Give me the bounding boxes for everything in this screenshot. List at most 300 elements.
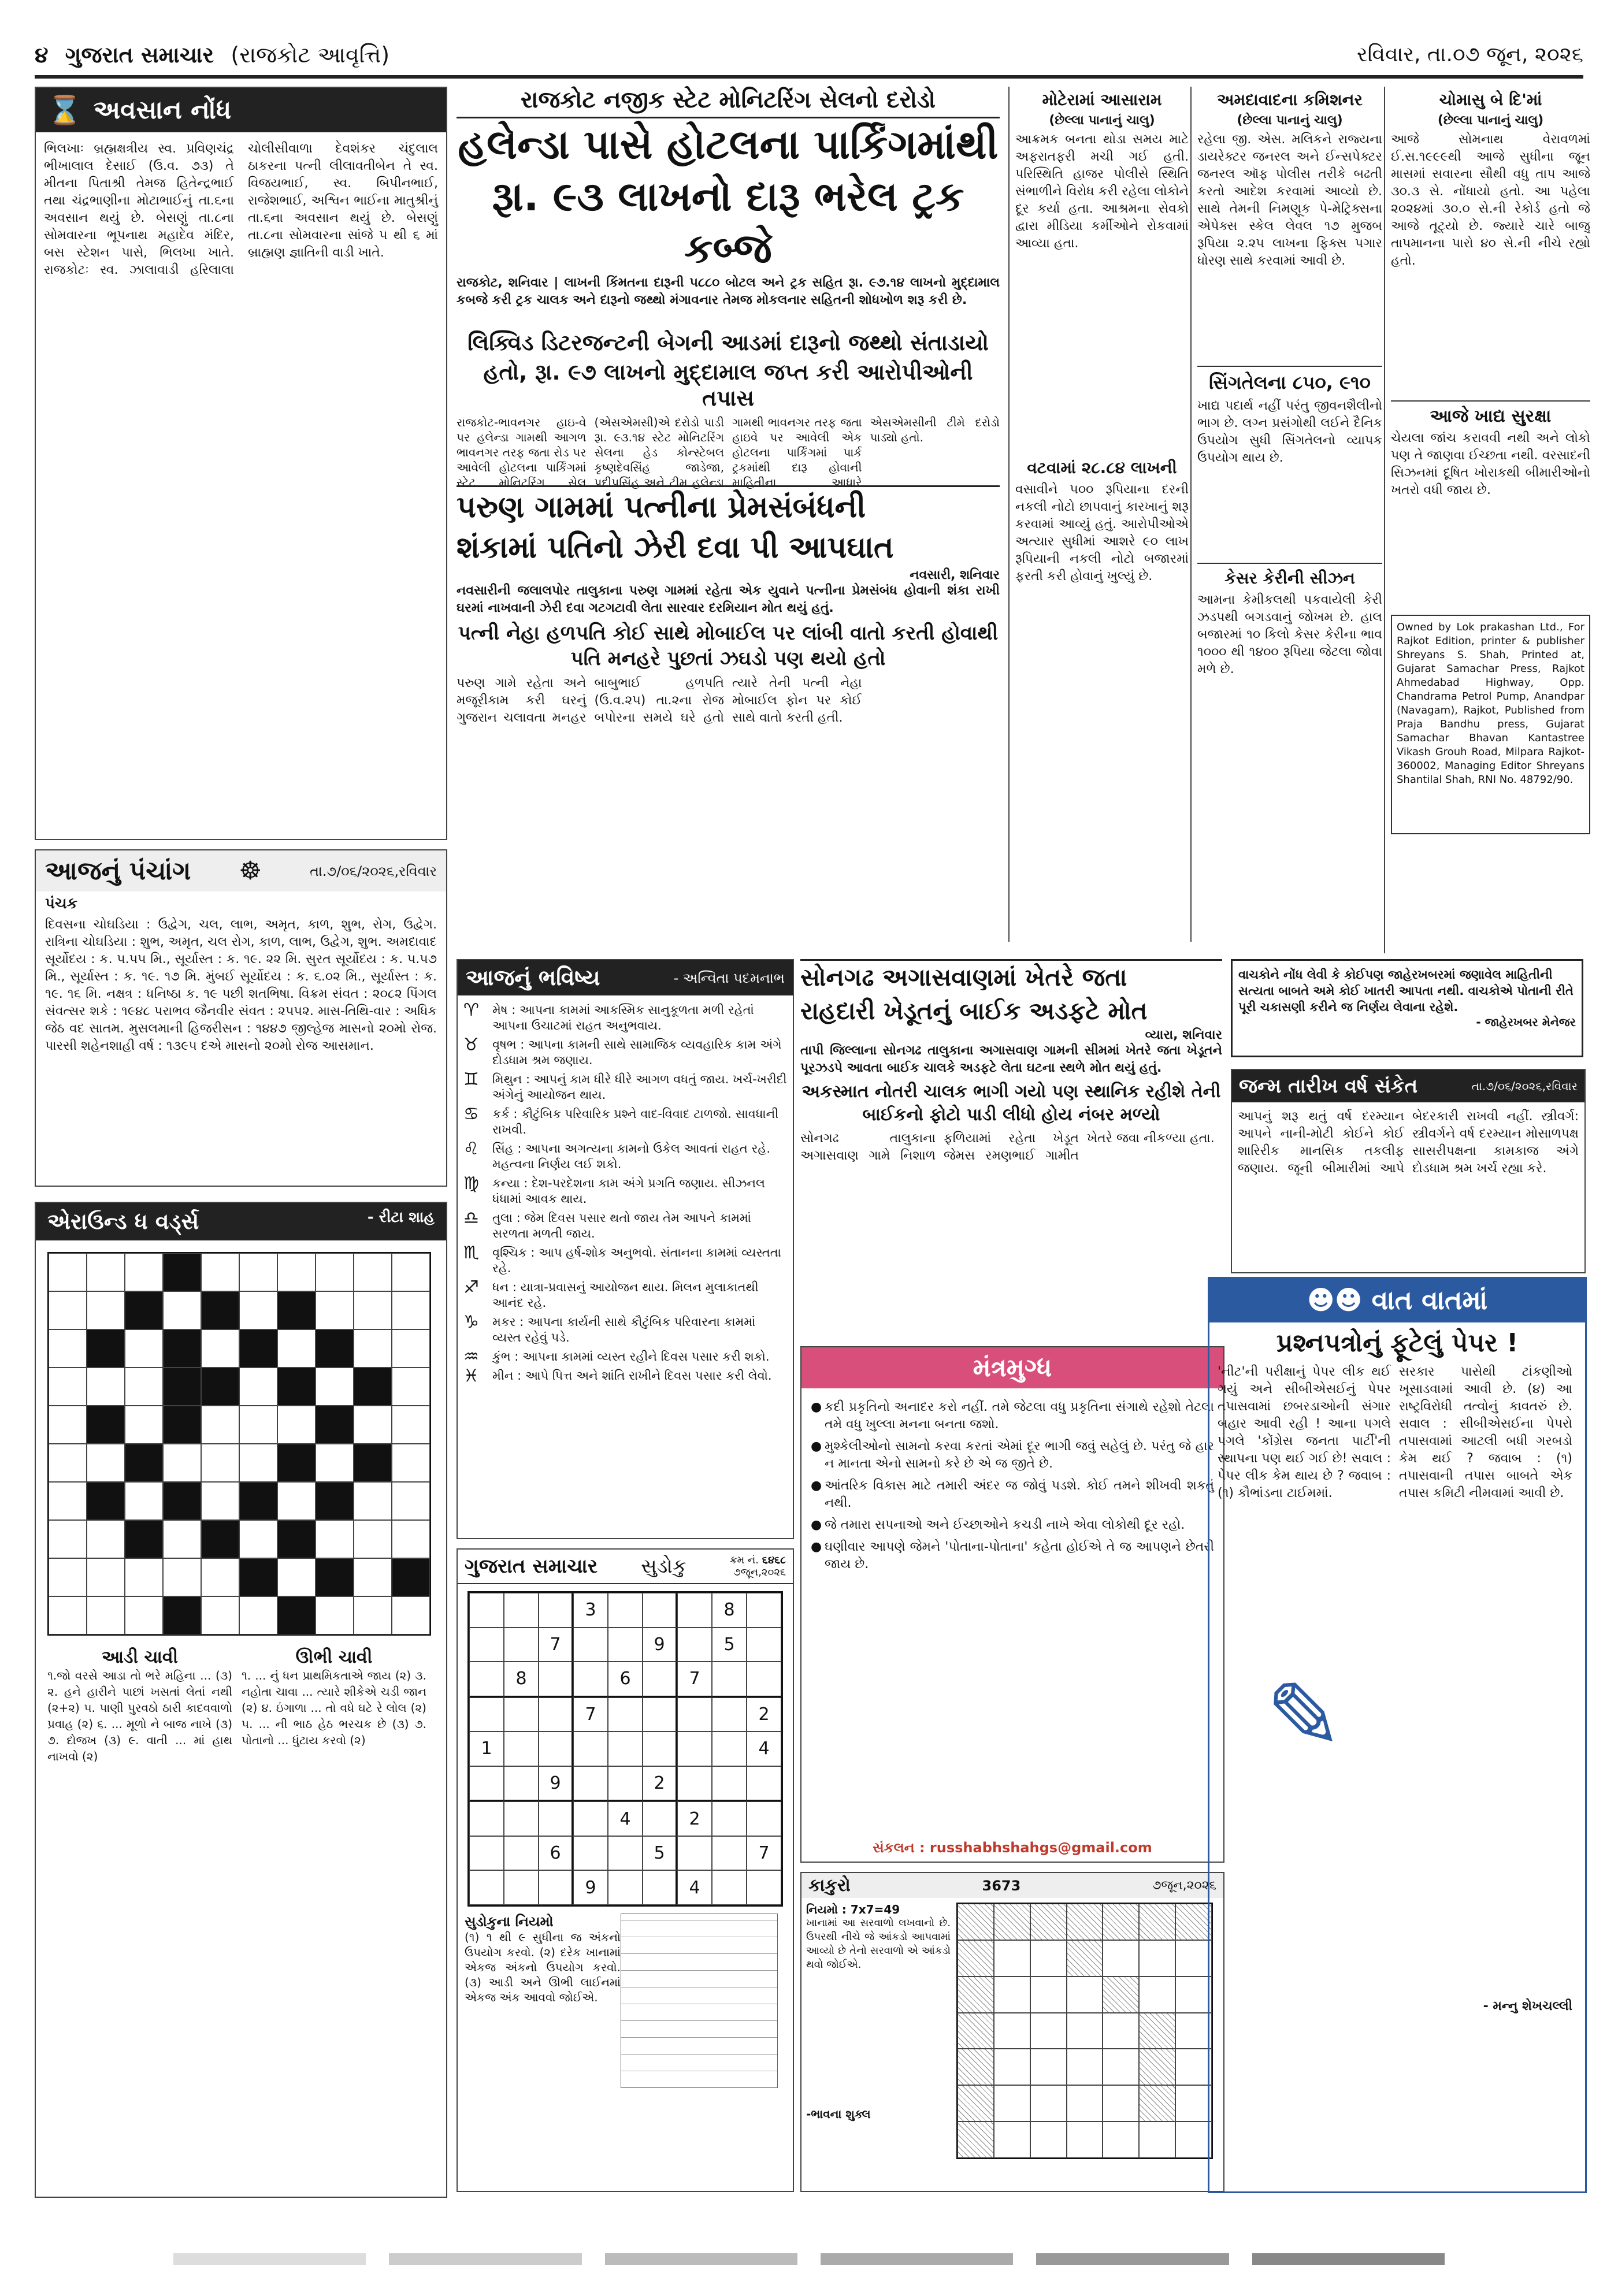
across-title: આડી ચાવી	[101, 1647, 179, 1667]
horoscope-item	[463, 1037, 787, 1068]
sudoku-cell[interactable]	[677, 1628, 712, 1662]
horoscope-text: ધન : યાત્રા-પ્રવાસનું આયોજન થાય. મિલન મુલાકાતથી આનંદ રહે.	[492, 1280, 759, 1310]
sudoku-cell[interactable]	[747, 1766, 781, 1802]
kakuro-cell[interactable]	[1030, 1940, 1067, 1977]
kakuro-cell[interactable]	[994, 1940, 1030, 1977]
sudoku-cell: 2	[643, 1766, 677, 1802]
crossword-cell	[277, 1444, 316, 1482]
horoscope-item	[463, 1106, 787, 1138]
kakuro-cell[interactable]	[1067, 2122, 1103, 2158]
lead-story	[457, 87, 1000, 489]
crossword-cell[interactable]	[392, 1406, 430, 1444]
crossword-cell[interactable]	[49, 1558, 87, 1596]
crossword-cell[interactable]	[354, 1329, 392, 1368]
crossword-cell	[125, 1444, 163, 1482]
panchang-text: દિવસના ચોઘડિયા : ઉદ્વેગ, ચલ, લાભ, અમૃત, કાળ, શુભ, રોગ, ઉદ્વેગ. રાત્રિના ચોઘડિયા : શુભ, અમૃત, ચલ રોગ, કાળ, લાભ, ઉદ્વેગ, શુભ. અમદાવાદ સૂર્યોદય : ક. ૫.૫૫ મિ., સૂર્યાસ્ત : ક. ૧૯. ૨૨ મિ. સુરત સૂર્યોદય : ક. ૫.૫૭ મિ., સૂર્યાસ્ત : ક. ૧૯. ૧૭ મિ. મુંબઈ સૂર્યોદય : ક. ૬.૦૨ મિ., સૂર્યાસ્ત : ક. ૧૯. ૧૬ મિ. નક્ષત્ર : ધનિષ્ઠા ક. ૧૯ પછી શતભિષા. વિક્રમ સંવત : ૨૦૮૨ પિંગલ સંવત્સર શકે : ૧૯૪૮ પરાભવ જૈનવીર સંવત : ૨૫૫૨. માસ-તિથિ-વાર : અધિક જેઠ વદ સાતમ. મુસલમાની હિજરીસન : ૧૪૪૭ જીલ્હેજ માસનો ૨૦મો રોજ. પારસી શહેનશાહી વર્ષ : ૧૩૯૫ દએ માસનો ૨૦મો રોજ આસમાન.	[45, 917, 437, 1053]
crossword-cell[interactable]	[125, 1368, 163, 1406]
crossword-cell[interactable]	[239, 1291, 277, 1329]
crossword-cell[interactable]	[49, 1329, 87, 1368]
sudoku-cell[interactable]	[608, 1697, 643, 1732]
sudoku-cell[interactable]	[712, 1662, 747, 1697]
horoscope-item	[463, 1349, 787, 1365]
kakuro-cell[interactable]	[1067, 2085, 1103, 2122]
sudoku-cell: 7	[539, 1628, 573, 1662]
lead-body: રાજકોટ-ભાવનગર હાઇ-વે પર હલેન્ડા ગામથી આગળ ભાવનગર તરફ જતા રોડ પર આવેલી હોટલના પાર્કિંગમાં સ્ટેટ મોનિટરિંગ સેલ (એસએમસી)એ દરોડો પાડી રૂા. ૯૩.૧૪ સ્ટેટ મોનિટરિંગ સેલના હેડ કોન્સ્ટેબલ કૃષ્ણદેવસિંહ જાડેજા, પ્રદીપસિંહ અને ટીમ હલેન્ડા ગામથી ભાવનગર તરફ જતા હાઇવે પર આવેલી એક હોટલના પાર્કિંગમાં પાર્ક ટ્રકમાંથી દારૂ હોવાની માહિતીના આધારે એસએમસીની ટીમે દરોડો પાડ્યો હતો.	[457, 415, 1000, 489]
sudoku-answer-grid	[621, 1914, 778, 2088]
sudoku-cell[interactable]	[677, 1836, 712, 1871]
aquarius-icon: ♒	[463, 1347, 479, 1367]
crossword-cell[interactable]	[201, 1406, 239, 1444]
crossword-title: એરાઉન્ડ ધ વર્ડ્સ	[47, 1209, 199, 1234]
horoscope-item	[463, 1141, 787, 1172]
print-marks	[173, 2253, 1445, 2265]
crossword-grid[interactable]	[47, 1252, 431, 1636]
vaat-headline: પ્રશ્નપત્રોનું ફૂટેલું પેપર !	[1276, 1328, 1519, 1358]
crossword-cell	[239, 1558, 277, 1596]
crossword-cell	[87, 1329, 125, 1368]
crossword-cell[interactable]	[49, 1253, 87, 1291]
crossword-cell[interactable]	[239, 1444, 277, 1482]
sudoku-cell[interactable]	[712, 1870, 747, 1905]
sudoku-cell[interactable]	[712, 1697, 747, 1732]
sudoku-cell[interactable]	[573, 1628, 608, 1662]
crossword-cell	[277, 1368, 316, 1406]
sudoku-cell[interactable]	[608, 1836, 643, 1871]
crossword-cell[interactable]	[316, 1368, 354, 1406]
sudoku-cell[interactable]	[573, 1766, 608, 1802]
commissioner-sub-2: કેસર કેરીની સીઝન	[1197, 563, 1382, 588]
sudoku-cell[interactable]	[504, 1836, 539, 1871]
kakuro-cell[interactable]	[1067, 2049, 1103, 2085]
kakuro-clue-cell	[1139, 2049, 1175, 2085]
kakuro-clue-cell	[958, 1904, 994, 1940]
talking-heads-icon: ☻☻	[1307, 1284, 1363, 1316]
crossword-cell[interactable]	[277, 1253, 316, 1291]
kakuro-date: ૭જૂન,૨૦૨૬	[1152, 1878, 1216, 1893]
crossword-cell[interactable]	[239, 1596, 277, 1634]
sudoku-cell[interactable]	[539, 1593, 573, 1628]
crossword-cell[interactable]	[392, 1329, 430, 1368]
crossword-author: - રીટા શાહ	[367, 1209, 435, 1226]
crossword-cell	[316, 1406, 354, 1444]
crossword-cell[interactable]	[239, 1253, 277, 1291]
sudoku-cell[interactable]	[747, 1870, 781, 1905]
sudoku-cell: 4	[747, 1732, 781, 1766]
sudoku-cell[interactable]	[712, 1732, 747, 1766]
kakuro-clue-cell	[1067, 1940, 1103, 1977]
kakuro-cell[interactable]	[1030, 2013, 1067, 2049]
horoscope-title: આજનું ભવિષ્ય	[466, 965, 600, 990]
sudoku-cell: 6	[539, 1836, 573, 1871]
crossword-cell[interactable]	[354, 1253, 392, 1291]
crossword-cell[interactable]	[354, 1482, 392, 1520]
crossword-cell[interactable]	[354, 1596, 392, 1634]
birthday-section	[1231, 1069, 1586, 1273]
mantra-quote: ● મુશ્કેલીઓનો સામનો કરવા કરતાં એમાં દૂર ભાગી જવું સહેલું છે. પરંતુ જે હાર ન માનતા એનો સામનો કરે છે એ જ જીતે છે.	[811, 1439, 1214, 1471]
crossword-cell[interactable]	[49, 1406, 87, 1444]
crossword-cell[interactable]	[87, 1558, 125, 1596]
horoscope-item	[463, 1002, 787, 1034]
crossword-cell[interactable]	[201, 1444, 239, 1482]
kakuro-clue-cell	[1030, 1904, 1067, 1940]
kakuro-cell[interactable]	[1175, 2049, 1212, 2085]
kakuro-cell[interactable]	[1139, 1977, 1175, 2013]
kakuro-cell[interactable]	[1103, 2122, 1139, 2158]
crossword-cell[interactable]	[277, 1558, 316, 1596]
sudoku-cell[interactable]	[504, 1870, 539, 1905]
sudoku-brand: ગુજરાત સમાચાર	[465, 1555, 598, 1578]
kakuro-clue-cell	[1103, 1977, 1139, 2013]
taurus-icon: ♉	[463, 1035, 479, 1055]
sudoku-cell[interactable]	[747, 1662, 781, 1697]
crossword-cell	[87, 1482, 125, 1520]
monsoon-sub: આજે ખાદ્ય સુરક્ષા	[1391, 400, 1590, 426]
obituaries-title: ⌛ અવસાન નોંધ	[36, 88, 446, 132]
crossword-cell[interactable]	[354, 1558, 392, 1596]
sudoku-cell[interactable]	[747, 1593, 781, 1628]
crossword-cell[interactable]	[87, 1253, 125, 1291]
kakuro-section	[800, 1872, 1224, 2192]
sudoku-cell[interactable]	[608, 1870, 643, 1905]
mantra-contact: સંકલન : russhabhshahgs@gmail.com	[873, 1840, 1152, 1856]
sudoku-cell: 9	[643, 1628, 677, 1662]
monsoon-column	[1384, 87, 1590, 953]
crossword-cell[interactable]	[354, 1406, 392, 1444]
sudoku-cell[interactable]	[469, 1766, 504, 1802]
sudoku-cell[interactable]	[677, 1593, 712, 1628]
crossword-cell	[277, 1520, 316, 1558]
sudoku-cell: 8	[712, 1593, 747, 1628]
crossword-cell[interactable]	[125, 1253, 163, 1291]
kakuro-cell[interactable]	[994, 2085, 1030, 2122]
obituaries-section	[35, 87, 447, 840]
sudoku-cell[interactable]	[504, 1628, 539, 1662]
horoscope-item	[463, 1069, 787, 1103]
sudoku-cell[interactable]	[747, 1628, 781, 1662]
kakuro-clue-cell	[958, 1940, 994, 1977]
sudoku-cell[interactable]	[573, 1801, 608, 1836]
crossword-cell[interactable]	[49, 1482, 87, 1520]
page-number: ૪	[35, 42, 49, 68]
crossword-cell	[163, 1482, 201, 1520]
sudoku-title: સુડોકુ	[641, 1555, 686, 1578]
crossword-cell[interactable]	[392, 1253, 430, 1291]
crossword-cell	[163, 1406, 201, 1444]
kakuro-cell[interactable]	[994, 2013, 1030, 2049]
crossword-cell[interactable]	[239, 1368, 277, 1406]
kakuro-cell[interactable]	[1103, 2085, 1139, 2122]
sudoku-cell[interactable]	[643, 1732, 677, 1766]
crossword-cell[interactable]	[87, 1520, 125, 1558]
crossword-cell[interactable]	[163, 1291, 201, 1329]
crossword-cell[interactable]	[87, 1596, 125, 1634]
sudoku-section	[457, 1548, 794, 2192]
sudoku-cell[interactable]	[504, 1801, 539, 1836]
kakuro-clue-cell	[958, 2085, 994, 2122]
horoscope-text: વૃશ્ચિક : આપ હર્ષ-શોક અનુભવો. સંતાનના કામમાં વ્યસ્તતા રહે.	[492, 1246, 781, 1275]
crossword-cell	[201, 1520, 239, 1558]
commissioner-text: રહેલા જી. એસ. મલિકને રાજ્યના ડાયરેક્ટર જનરલ અને ઈન્સપેક્ટર જનરલ ઑફ પોલીસ તરીકે બઢતી કરતો આદેશ કરવામાં આવ્યો છે. સાથે તેમની નિમણૂક પે-મેટ્રિક્સના એપેક્સ સ્કેલ લેવલ ૧૭ મુજબ રૂપિયા ૨.૨૫ લાખના ફિક્સ પગાર ધોરણ સાથે કરવામાં આવી છે.	[1197, 132, 1382, 268]
kakuro-clue-cell	[994, 1904, 1030, 1940]
kakuro-clue-cell	[958, 2122, 994, 2158]
story3-headline-2: રાહદારી ખેડૂતનું બાઈક અડફટે મોત	[800, 997, 1148, 1025]
capricorn-icon: ♑	[463, 1312, 479, 1332]
sudoku-cell[interactable]	[608, 1732, 643, 1766]
commissioner-text-2: ખાદ્ય પદાર્થ નહીં પરંતુ જીવનશૈલીનો ભાગ છે. લગ્ન પ્રસંગોથી લઈને દૈનિક ઉપયોગ સુધી સિંગતેલનો વ્યાપક ઉપયોગ થાય છે.	[1197, 399, 1382, 465]
sudoku-cell[interactable]	[539, 1697, 573, 1732]
horoscope-text: સિંહ : આપના અગત્યના કામનો ઉકેલ આવતાં રાહત રહે. મહત્વના નિર્ણય લઈ શકો.	[492, 1142, 770, 1171]
sudoku-cell[interactable]	[712, 1836, 747, 1871]
sudoku-date: ૭જૂન,૨૦૨૬	[733, 1566, 786, 1578]
kakuro-cell[interactable]	[1103, 2013, 1139, 2049]
crossword-cell[interactable]	[316, 1596, 354, 1634]
lead-headline-2: રૂા. ૯૩ લાખનો દારૂ ભરેલ ટ્રક કબ્જે	[492, 173, 964, 272]
sudoku-cell[interactable]	[469, 1697, 504, 1732]
sudoku-cell: 7	[747, 1836, 781, 1871]
crossword-cell[interactable]	[163, 1558, 201, 1596]
edition: (રાજકોટ આવૃત્તિ)	[231, 42, 390, 68]
crossword-cell[interactable]	[125, 1596, 163, 1634]
kakuro-cell[interactable]	[1067, 2013, 1103, 2049]
asaram-cont: (છેલ્લા પાનાનું ચાલુ)	[1049, 113, 1155, 128]
story2-body: પરુણ ગામે રહેતા અને મજૂરીકામ કરી ઘરનું ગુજરાન ચલાવતા મનહર બાબુભાઈ હળપતિ (ઉ.વ.૨૫) તા.૨ના રોજ બપોરના સમયે ઘરે હતો ત્યારે તેની પત્ની નેહા મોબાઈલ ફોન પર કોઈ સાથે વાતો કરતી હતી.	[457, 676, 862, 725]
crossword-cell[interactable]	[316, 1520, 354, 1558]
crossword-cell	[201, 1368, 239, 1406]
crossword-cell[interactable]	[201, 1558, 239, 1596]
sudoku-grid[interactable]	[467, 1591, 783, 1907]
crossword-cell[interactable]	[125, 1406, 163, 1444]
crossword-cell[interactable]	[354, 1291, 392, 1329]
crossword-cell	[201, 1291, 239, 1329]
birthday-text: આપનું શરૂ થતું વર્ષ દરમ્યાન આપને નાની-મોટી કોઈને કોઈ શારિરીક માનસિક તકલીફ જણાય. જૂની બીમારીમાં આપે બેદરકારી રાખવી નહીં. સ્ત્રીવર્ગ: સ્ત્રીવર્ગને વર્ષ દરમ્યાન મોસાળપક્ષ સાસરીપક્ષના કામકાજ અંગે દોડધામ શ્રમ ખર્ચ રહ્યા કરે.	[1238, 1109, 1579, 1176]
sudoku-cell: 4	[608, 1801, 643, 1836]
kakuro-cell[interactable]	[1139, 1940, 1175, 1977]
sudoku-cell[interactable]	[469, 1836, 504, 1871]
crossword-cell[interactable]	[163, 1444, 201, 1482]
kakuro-grid[interactable]	[956, 1903, 1213, 2159]
kakuro-cell[interactable]	[1030, 2085, 1067, 2122]
story3-deck: અકસ્માત નોતરી ચાલક ભાગી ગયો પણ સ્થાનિક રહીશે તેની બાઈકનો ફોટો પાડી લીધો હોય નંબર મળ્યો	[801, 1082, 1221, 1125]
kakuro-cell[interactable]	[1175, 1940, 1212, 1977]
crossword-cell[interactable]	[316, 1253, 354, 1291]
commissioner-cont: (છેલ્લા પાનાનું ચાલુ)	[1237, 113, 1343, 128]
horoscope-item	[463, 1210, 787, 1242]
crossword-cell[interactable]	[49, 1596, 87, 1634]
ganesha-icon: ☸	[239, 856, 262, 886]
kakuro-cell[interactable]	[1067, 1977, 1103, 2013]
sudoku-cell[interactable]	[573, 1836, 608, 1871]
sudoku-cell[interactable]	[504, 1593, 539, 1628]
commissioner-title: અમદાવાદના કમિશનર	[1216, 90, 1363, 109]
crossword-cell[interactable]	[392, 1596, 430, 1634]
kakuro-rules-title: નિયમો : 7x7=49	[806, 1903, 900, 1916]
horoscope-text: તુલા : જેમ દિવસ પસાર થતો જાય તેમ આપને કામમાં સરળતા મળતી જાય.	[492, 1211, 751, 1240]
crossword-cell[interactable]	[392, 1291, 430, 1329]
header-left	[35, 42, 389, 68]
kakuro-number: 3673	[982, 1877, 1021, 1894]
sudoku-cell[interactable]	[504, 1766, 539, 1802]
crossword-cell[interactable]	[201, 1329, 239, 1368]
cancer-icon: ♋	[463, 1104, 479, 1124]
horoscope-item	[463, 1245, 787, 1276]
crossword-cell[interactable]	[49, 1368, 87, 1406]
kakuro-cell[interactable]	[1030, 1977, 1067, 2013]
asaram-text: આક્રમક બનતા થોડા સમય માટે અફરાતફરી મચી ગઈ હતી. પરિસ્થિતિ હાજર પોલીસે સ્થિતિ સંભાળીને વિરોધ કરી રહેલા લોકોને દૂર કર્યા હતા. આશ્રમના સેવકો દ્વારા મીડિયા કર્મીઓને રોકવામાં આવ્યા હતા.	[1015, 132, 1189, 251]
story2-headline-2: શંકામાં પતિનો ઝેરી દવા પી આપઘાત	[457, 530, 894, 565]
sudoku-cell[interactable]	[504, 1732, 539, 1766]
bullet-icon: ●	[811, 1540, 822, 1554]
sudoku-cell[interactable]	[747, 1801, 781, 1836]
sudoku-cell[interactable]	[504, 1697, 539, 1732]
kakuro-cell[interactable]	[994, 1977, 1030, 2013]
asaram-title: મોટેરામાં આસારામ	[1042, 90, 1162, 109]
kakuro-cell[interactable]	[1175, 2122, 1212, 2158]
story3-headline-1: સોનગઢ અગાસવાણમાં ખેતરે જતા	[800, 963, 1127, 991]
story2-deck: પત્ની નેહા હળપતિ કોઈ સાથે મોબાઈલ પર લાંબી વાતો કરતી હોવાથી પતિ મનહરે પુછતાં ઝઘડો પણ થયો હતો	[458, 622, 999, 670]
sudoku-cell: 7	[573, 1697, 608, 1732]
horoscope-text: મિથુન : આપનું કામ ધીરે ધીરે આગળ વધતું જાય. ખર્ચ-ખરીદી અંગેનું આયોજન થાય.	[492, 1072, 787, 1102]
sudoku-cell: 5	[712, 1628, 747, 1662]
credit-text: Owned by Lok prakashan Ltd., For Rajkot Edition, printer & publisher Shreyans S. Shah, Printed at, Gujarat Samachar Press, Rajkot Ahmedabad Highway, Opp. Chandrama Petrol Pump, Anandpar (Navagam), Rajkot, Published from Praja Bandhu press, Gujarat Samachar Bhavan Kantastree Vikash Grouh Road, Milpara Rajkot-360002, Managing Editor Shreyans Shantilal Shah, RNI No. 48792/90.	[1391, 615, 1590, 834]
crossword-cell	[163, 1253, 201, 1291]
crossword-cell[interactable]	[392, 1482, 430, 1520]
sudoku-cell: 3	[573, 1593, 608, 1628]
kakuro-cell[interactable]	[1030, 2122, 1067, 2158]
crossword-cell[interactable]	[316, 1444, 354, 1482]
sudoku-cell[interactable]	[539, 1870, 573, 1905]
crossword-cell	[354, 1444, 392, 1482]
crossword-cell[interactable]	[87, 1368, 125, 1406]
crossword-header	[36, 1203, 446, 1240]
sudoku-cell[interactable]	[539, 1801, 573, 1836]
commissioner-text-3: આમના કેમીકલથી પકવાયેલી કેરી ઝડપથી બગડવાનું જોખમ છે. હાલ બજારમાં ૧૦ કિલો કેસર કેરીના ભાવ ૧૦૦૦ થી ૧૪૦૦ રૂપિયા જેટલા જોવા મળે છે.	[1197, 593, 1382, 677]
asaram-column	[1008, 87, 1189, 942]
crossword-cell[interactable]	[87, 1444, 125, 1482]
kakuro-cell[interactable]	[1175, 2085, 1212, 2122]
sudoku-cell[interactable]	[643, 1662, 677, 1697]
sudoku-cell[interactable]	[469, 1662, 504, 1697]
kakuro-signature: -ભાવના શુક્લ	[806, 2107, 871, 2121]
sudoku-rules: (૧) ૧ થી ૯ સુધીના જ અંકનો ઉપયોગ કરવો. (૨) દરેક ખાનામાં એકજ અંકનો ઉપયોગ કરવો. (૩) આડી અને ઊભી લાઈનમાં એકજ અંક આવવો જોઈએ.	[465, 1930, 621, 2004]
monsoon-cont: (છેલ્લા પાનાનું ચાલુ)	[1437, 113, 1544, 128]
across-clues: ૧.જો વરસે આડા તો ભરે મહિના ... (૩) ૨. હને હારીને પાછાં ખસતાં લેતાં નથી (૨+૨) ૫. પાણી પુરવઠો ઠારી કાદવવાળો પ્રવાહ (૨) ૬. ... મૂળો ને બાજ નાખે (૩) ૭. દોજખ (૩) ૯. વાતી ... માં હાથ નાખવો (૨)	[47, 1669, 232, 1763]
crossword-cell[interactable]	[49, 1444, 87, 1482]
sudoku-cell[interactable]	[469, 1593, 504, 1628]
header-date: રવિવાર, તા.૦૭ જૂન, ૨૦૨૬	[1356, 43, 1583, 66]
crossword-cell[interactable]	[125, 1558, 163, 1596]
sudoku-cell[interactable]	[608, 1593, 643, 1628]
crossword-cell[interactable]	[201, 1596, 239, 1634]
kakuro-clue-cell	[1067, 1904, 1103, 1940]
crossword-section	[35, 1202, 447, 2198]
kakuro-cell[interactable]	[1175, 2013, 1212, 2049]
story3-dateline: વ્યારા, શનિવાર	[1145, 1028, 1222, 1042]
crossword-cell	[316, 1558, 354, 1596]
crossword-cell	[163, 1596, 201, 1634]
crossword-cell[interactable]	[239, 1520, 277, 1558]
sudoku-cell[interactable]	[643, 1593, 677, 1628]
kakuro-cell[interactable]	[1103, 1940, 1139, 1977]
kakuro-cell[interactable]	[1139, 2122, 1175, 2158]
crossword-cell	[125, 1291, 163, 1329]
crossword-cell[interactable]	[49, 1520, 87, 1558]
crossword-cell[interactable]	[201, 1253, 239, 1291]
crossword-cell[interactable]	[277, 1482, 316, 1520]
sudoku-cell[interactable]	[539, 1732, 573, 1766]
sudoku-cell[interactable]	[643, 1697, 677, 1732]
sudoku-cell[interactable]	[643, 1801, 677, 1836]
crossword-cell[interactable]	[201, 1482, 239, 1520]
kakuro-cell[interactable]	[1030, 2049, 1067, 2085]
crossword-cell[interactable]	[316, 1291, 354, 1329]
crossword-cell[interactable]	[354, 1520, 392, 1558]
sudoku-cell[interactable]	[608, 1628, 643, 1662]
kakuro-cell[interactable]	[1103, 2049, 1139, 2085]
sudoku-cell[interactable]	[573, 1732, 608, 1766]
crossword-cell[interactable]	[239, 1406, 277, 1444]
sudoku-cell[interactable]	[712, 1766, 747, 1802]
sudoku-cell[interactable]	[677, 1766, 712, 1802]
horoscope-text: મકર : આપના કાર્યની સાથે કૌટુંબિક પરિવારના કામમાં વ્યસ્ત રહેવું પડે.	[492, 1315, 756, 1344]
crossword-cell[interactable]	[392, 1520, 430, 1558]
hourglass-icon: ⌛	[47, 94, 82, 127]
kakuro-cell[interactable]	[994, 2122, 1030, 2158]
sudoku-cell: 9	[539, 1766, 573, 1802]
horoscope-text: વૃષભ : આપના કામની સાથે સામાજિક વ્યવહારિક કામ અંગે દોડધામ શ્રમ જણાય.	[492, 1038, 782, 1067]
sudoku-cell: 6	[608, 1662, 643, 1697]
crossword-cell[interactable]	[163, 1520, 201, 1558]
crossword-cell[interactable]	[125, 1329, 163, 1368]
story-parun	[457, 485, 1000, 943]
crossword-cell[interactable]	[392, 1368, 430, 1406]
vaat-text: 'નીટ'ની પરીક્ષાનું પેપર લીક થઈ ગયું અને સીબીએસઈનું પેપર તપાસવામાં છબરડાઓની સંગાર બહાર આવી રહી ! આના પગલે પગલે 'કોંગ્રેસ જનતા પાર્ટી'ની સ્થાપના પણ થઈ ગઈ છે! સવાલ : પેપર લીક કેમ થાય છે ? જવાબ : (૧) કૌભાંડના ટાઈમમાં.	[1218, 1365, 1391, 1500]
kakuro-cell[interactable]	[1175, 1977, 1212, 2013]
sudoku-cell[interactable]	[712, 1801, 747, 1836]
kakuro-cell[interactable]	[994, 2049, 1030, 2085]
crossword-cell	[354, 1368, 392, 1406]
sudoku-cell[interactable]	[469, 1628, 504, 1662]
story2-dateline: નવસારી, શનિવાર	[910, 568, 1000, 582]
sudoku-cell[interactable]	[573, 1662, 608, 1697]
crossword-cell[interactable]	[125, 1482, 163, 1520]
horoscope-text: મીન : આપે પિત્ત અને શાંતિ રાખીને દિવસ પસાર કરી લેવો.	[492, 1369, 772, 1383]
horoscope-item	[463, 1173, 787, 1207]
sudoku-cell[interactable]	[677, 1732, 712, 1766]
crossword-cell[interactable]	[392, 1444, 430, 1482]
sudoku-cell[interactable]	[469, 1801, 504, 1836]
mantra-quote: ● જે તમારા સપનાઓ અને ઈચ્છાઓને કચડી નાખે એવા લોકોથી દૂર રહો.	[811, 1517, 1214, 1534]
sudoku-cell[interactable]	[643, 1870, 677, 1905]
vaat-signature: - મન્નુ શેખચલ્લી	[1483, 1999, 1572, 2013]
bullet-icon: ●	[811, 1478, 822, 1493]
crossword-cell[interactable]	[87, 1291, 125, 1329]
crossword-cell[interactable]	[277, 1406, 316, 1444]
crossword-cell	[163, 1368, 201, 1406]
crossword-cell[interactable]	[277, 1329, 316, 1368]
sudoku-cell[interactable]	[677, 1697, 712, 1732]
crossword-cell[interactable]	[49, 1291, 87, 1329]
horoscope-list	[458, 995, 793, 1391]
sudoku-cell[interactable]	[539, 1662, 573, 1697]
scorpio-icon: ♏	[463, 1243, 479, 1263]
page-header	[35, 35, 1583, 79]
sudoku-cell[interactable]	[469, 1870, 504, 1905]
sudoku-cell[interactable]	[608, 1766, 643, 1802]
sudoku-cell: 1	[469, 1732, 504, 1766]
monsoon-text: આજે સોમનાથ વેરાવળમાં ઈ.સ.૧૯૯૯થી આજે સુધીના જૂન માસમાં સવારના સૌથી વધુ તાપ આજે ૩૦.૩ સે. નોંધાયો હતો. આ પહેલા ૨૦૨૪માં ૩૦.૦ સે.ની રેકોર્ડ હતો જે આજે તૂટ્યો છે. જ્યારે ચારે બાજુ તાપમાનના પારો ૪૦ સે.ની નીચે રહ્યો હતો.	[1391, 132, 1590, 268]
panchang-title: આજનું પંચાંગ	[45, 856, 191, 886]
commissioner-column	[1190, 87, 1382, 942]
